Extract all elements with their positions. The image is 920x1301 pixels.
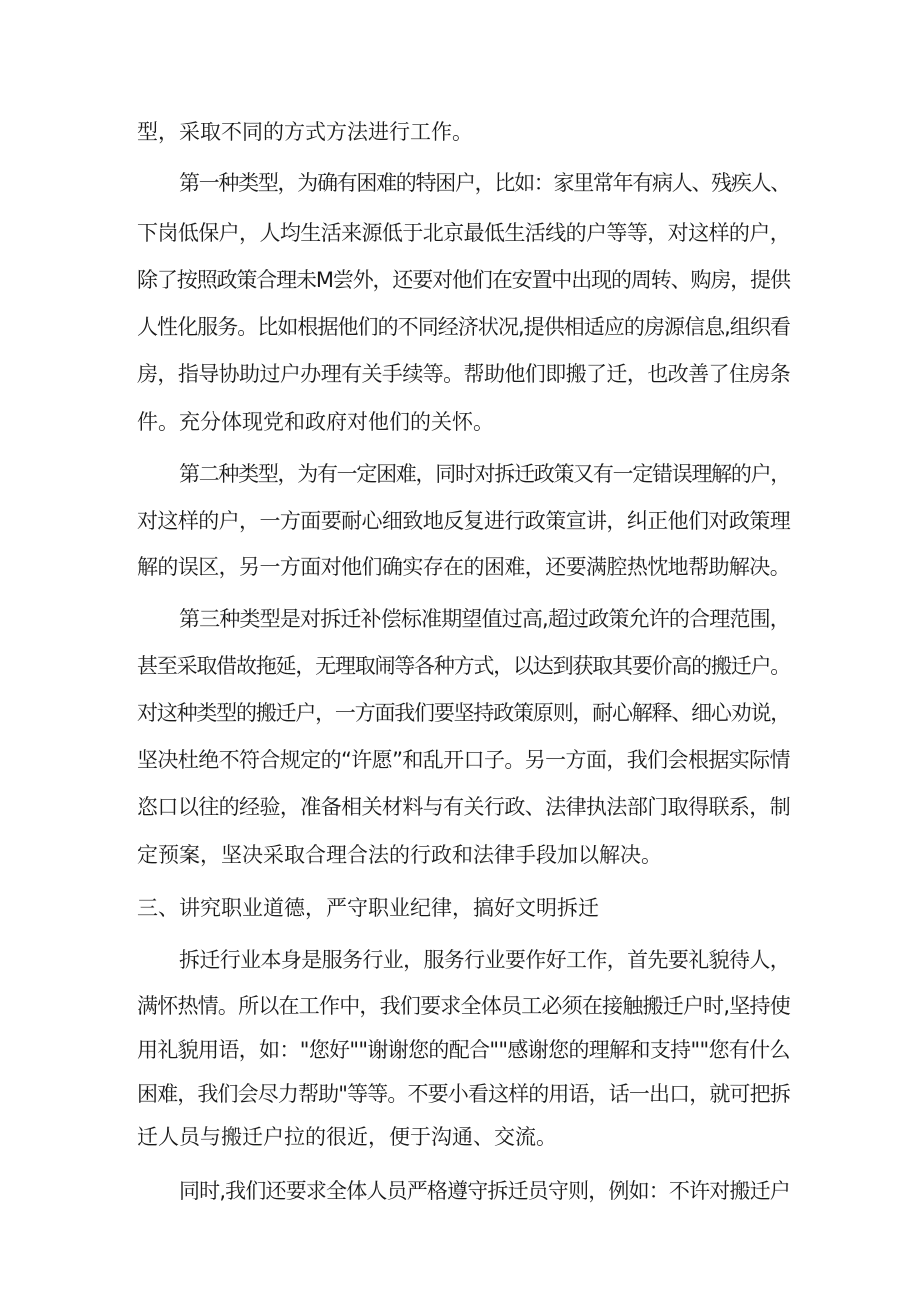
text-line-11: 第三种类型是对拆迁补偿标准期望值过高,超过政策允许的合理范围，: [179, 607, 790, 631]
text-line-19: 满怀热情。所以在工作中，我们要求全体员工必须在接触搬迁户时,坚持使: [137, 994, 790, 1018]
text-line-12: 甚至采取借故拖延，无理取闹等各种方式，以达到获取其要价高的搬迁户。: [137, 654, 791, 678]
text-line-9: 对这样的户，一方面要耐心细致地反复进行政策宣讲，纠正他们对政策理: [137, 509, 791, 533]
text-line-15: 恣口以往的经验，准备相关材料与有关行政、法律执法部门取得联系，制: [137, 795, 791, 819]
text-line-8: 第二种类型，为有一定困难，同时对拆迁政策又有一定错误理解的户，: [179, 462, 791, 486]
text-line-1: 型，采取不同的方式方法进行工作。: [137, 120, 473, 144]
text-line-5: 人性化服务。比如根据他们的不同经济状况,提供相适应的房源信息,组织看: [137, 315, 791, 339]
text-line-3: 下岗低保户，人均生活来源低于北京最低生活线的户等等，对这样的户，: [137, 221, 791, 245]
text-line-21: 困难，我们会尽力帮助"等等。不要小看这样的用语，话一出口，就可把拆: [137, 1082, 790, 1106]
text-line-18: 拆迁行业本身是服务行业，服务行业要作好工作，首先要礼貌待人，: [179, 948, 791, 972]
text-line-4: 除了按照政策合理未M尝外，还要对他们在安置中出现的周转、购房，提供: [137, 268, 790, 292]
text-line-2: 第一种类型，为确有困难的特困户，比如：家里常年有病人、残疾人、: [179, 171, 791, 195]
text-line-20: 用礼貌用语，如："您好""谢谢您的配合""感谢您的理解和支持""您有什么: [137, 1038, 790, 1062]
text-line-23: 同时,我们还要求全体人员严格遵守拆迁员守则，例如：不许对搬迁户: [179, 1179, 790, 1203]
text-line-13: 对这种类型的搬迁户，一方面我们要坚持政策原则，耐心解释、细心劝说，: [137, 701, 791, 725]
text-line-6: 房，指导协助过户办理有关手续等。帮助他们即搬了迁，也改善了住房条: [137, 362, 791, 386]
text-line-10: 解的误区，另一方面对他们确实存在的困难，还要满腔热忱地帮助解决。: [137, 555, 791, 579]
section-heading: 三、讲究职业道德，严守职业纪律，搞好文明拆迁: [137, 896, 599, 920]
text-line-14: 坚决杜绝不符合规定的“许愿”和乱开口子。另一方面，我们会根据实际情: [137, 748, 790, 772]
text-line-16: 定预案，坚决采取合理合法的行政和法律手段加以解决。: [137, 843, 662, 867]
text-line-22: 迁人员与搬迁户拉的很近，便于沟通、交流。: [137, 1125, 557, 1149]
text-line-7: 件。充分体现党和政府对他们的关怀。: [137, 410, 494, 434]
